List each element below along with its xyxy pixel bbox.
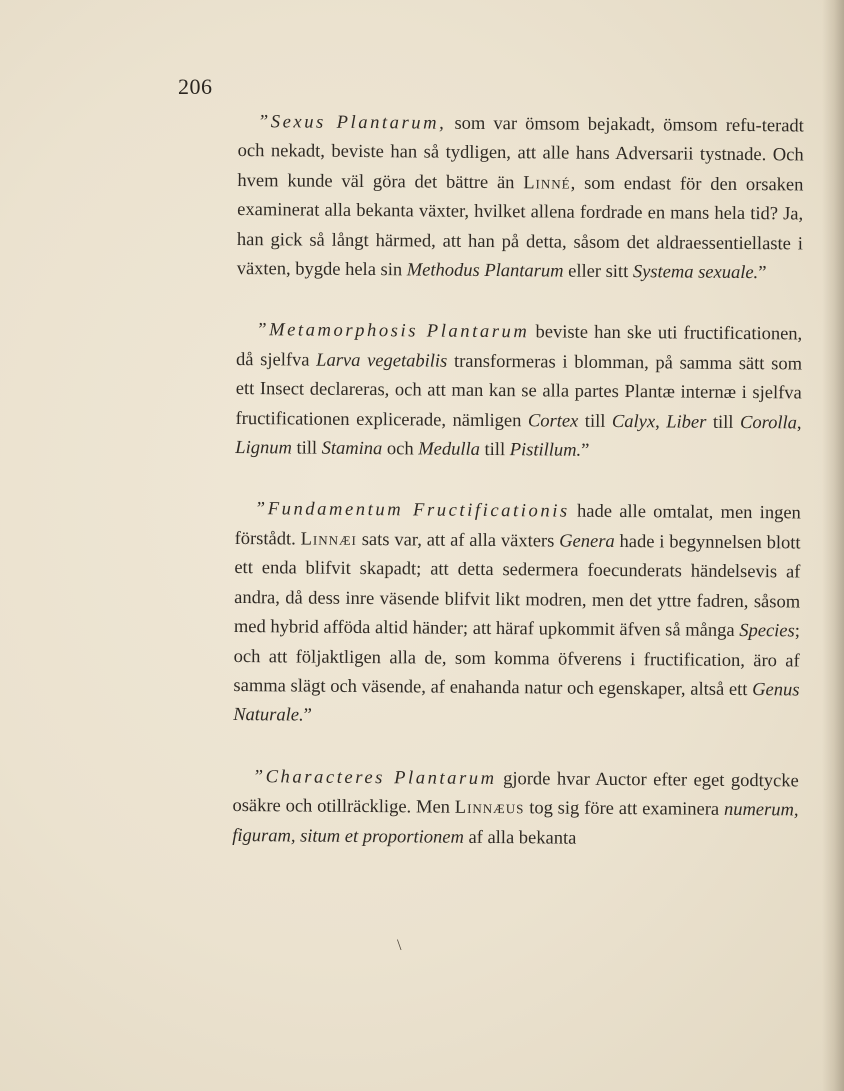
styled-text-run: Cortex xyxy=(527,410,579,432)
paragraph-characteres-plantarum xyxy=(232,763,799,856)
paragraph-metamorphosis-plantarum xyxy=(235,316,802,467)
text-run: transformeras i blomman, på samma sätt som ett Insect declareras, och att man kan se alla partes Plantæ internæ i sjelfva fructificationen explicerade, nämligen xyxy=(235,351,803,431)
styled-text-run: Liber xyxy=(666,412,707,433)
styled-text-run: Medulla xyxy=(418,439,481,460)
styled-text-run: ”Fundamentum Fructificationis xyxy=(254,499,570,523)
styled-text-run: Pistillum. xyxy=(509,440,582,461)
styled-text-run: Genera xyxy=(559,531,615,552)
styled-text-run: Stamina xyxy=(321,438,383,460)
styled-text-run: Linné xyxy=(523,173,571,194)
text-run: hade i begynnelsen blott ett enda blifvit skapadt; att detta sedermera foecunderats händelsevis af andra, då dess inre väsende blifvit likt modren, men det yttre fadren, såsom med hybrid afföda altid händer; att häraf upkommit äfven så många xyxy=(233,531,801,642)
text-run: till xyxy=(578,411,613,432)
styled-text-run: Larva vegetabilis xyxy=(316,350,448,372)
text-run: till xyxy=(706,412,741,433)
styled-text-run: Systema sexuale. xyxy=(632,262,759,284)
text-run: ; och att följaktligen alla de, som komma öfverens i fructification, äro af samma slägt och väsende, af enahanda natur och egenskaper, altså ett xyxy=(233,621,800,700)
text-run: till xyxy=(479,439,510,461)
styled-text-run: Linnæi xyxy=(300,529,357,550)
text-run: ” xyxy=(581,440,590,461)
styled-text-run: ”Metamorphosis Plantarum xyxy=(256,320,530,343)
stray-ink-mark: \ xyxy=(397,937,402,954)
text-run: tog sig före att examinera xyxy=(524,798,725,820)
styled-text-run: Species xyxy=(739,621,795,642)
text-run: , som endast för den orsaken examinerat alla bekanta växter, hvilket allena fordrade en mans hela tid? Ja, han gick så långt härmed, att han på detta, såsom det aldraessentiellaste i växten, bygde hela sin xyxy=(236,173,804,281)
text-run: ” xyxy=(758,263,767,284)
styled-text-run: ”Characteres Plantarum xyxy=(252,766,497,789)
text-run: , xyxy=(796,413,802,434)
body-text xyxy=(232,108,804,855)
styled-text-run: Corolla xyxy=(739,412,797,434)
styled-text-run: Calyx xyxy=(611,411,656,432)
paragraph-fundamentum-fructificationis xyxy=(233,495,801,735)
page-edge-shadow xyxy=(822,0,844,1091)
paragraph-sexus-plantarum xyxy=(237,108,804,289)
page-number: 206 xyxy=(178,74,213,99)
styled-text-run: Lignum xyxy=(235,438,292,459)
styled-text-run: Linnæus xyxy=(454,797,525,819)
text-run: , xyxy=(655,411,667,433)
text-run: af alla bekanta xyxy=(463,827,577,849)
text-run: och xyxy=(382,439,419,460)
text-run: som var ömsom bejakadt, ömsom refu-teradt och nekadt, beviste han så tydligen, att alle hans Adversarii tystnade. Och hvem kunde väl göra det bättre än xyxy=(237,113,804,194)
text-run: beviste han ske uti fructificationen, då sjelfva xyxy=(235,322,803,371)
styled-text-run: ”Sexus Plantarum, xyxy=(257,112,447,134)
text-run: till xyxy=(291,438,322,459)
text-run: ” xyxy=(303,705,312,726)
text-run: hade alle omtalat, men ingen förstådt. xyxy=(234,502,801,550)
styled-text-run: Methodus Plantarum xyxy=(406,260,564,282)
styled-text-run: Genus Naturale. xyxy=(233,679,800,726)
text-run: sats var, att af alla växters xyxy=(356,529,560,552)
text-run: gjorde hvar Auctor efter eget godtycke osäkre och otillräcklige. Men xyxy=(232,768,799,818)
styled-text-run: numerum, figuram, situm et proportionem xyxy=(232,799,799,848)
text-run: eller sitt xyxy=(563,261,633,283)
